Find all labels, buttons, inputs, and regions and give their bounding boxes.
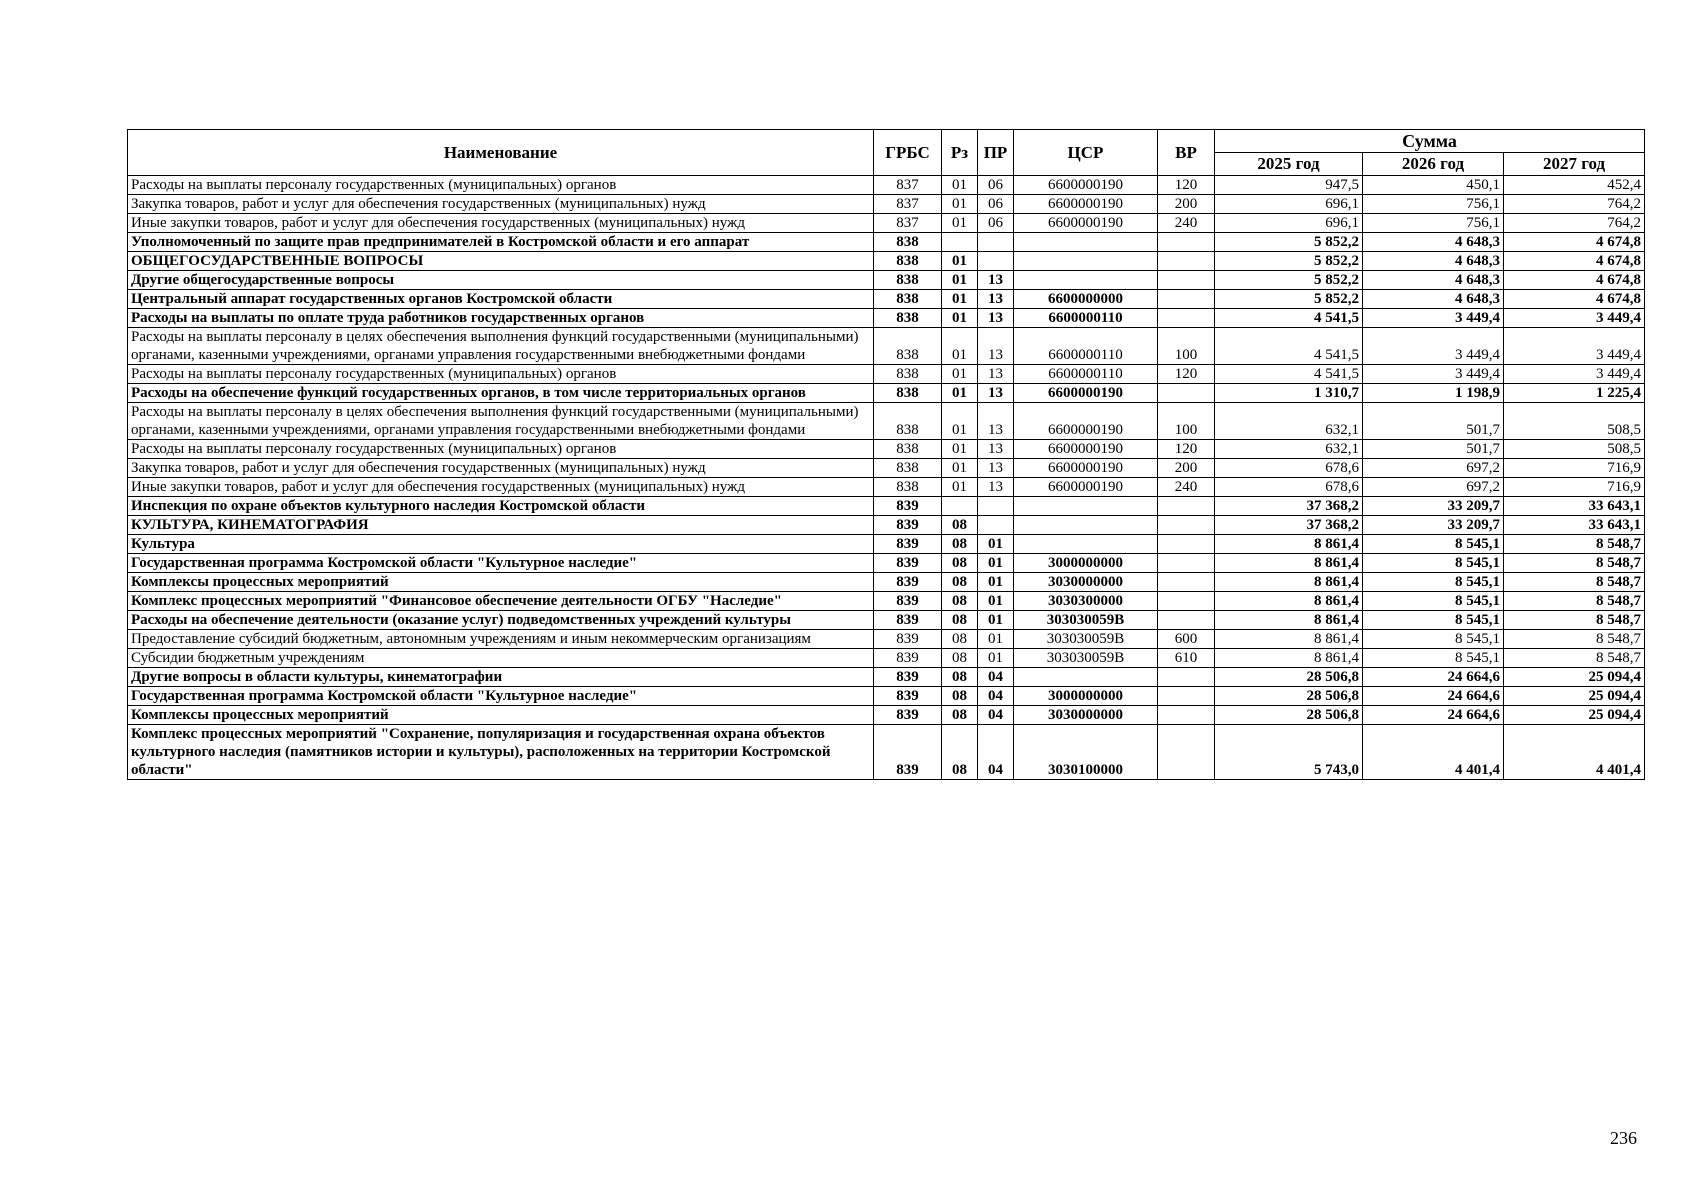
cell-csr <box>1014 535 1158 554</box>
cell-2027: 4 674,8 <box>1504 271 1645 290</box>
cell-rz: 01 <box>942 478 978 497</box>
table-row <box>128 535 1645 554</box>
cell-2026: 33 209,7 <box>1363 497 1504 516</box>
cell-csr: 6600000190 <box>1014 214 1158 233</box>
table-row <box>128 309 1645 328</box>
table-row <box>128 630 1645 649</box>
cell-2025: 4 541,5 <box>1215 309 1363 328</box>
cell-name: Другие вопросы в области культуры, кинематографии <box>128 668 874 687</box>
cell-grbs: 839 <box>874 497 942 516</box>
cell-pr: 01 <box>978 573 1014 592</box>
cell-rz <box>942 497 978 516</box>
cell-2025: 5 852,2 <box>1215 252 1363 271</box>
cell-2025: 4 541,5 <box>1215 365 1363 384</box>
cell-grbs: 838 <box>874 233 942 252</box>
table-row <box>128 214 1645 233</box>
cell-grbs: 839 <box>874 554 942 573</box>
cell-2027: 4 674,8 <box>1504 252 1645 271</box>
cell-grbs: 839 <box>874 668 942 687</box>
cell-rz: 08 <box>942 725 978 780</box>
cell-pr <box>978 233 1014 252</box>
table-row <box>128 554 1645 573</box>
cell-2026: 3 449,4 <box>1363 328 1504 365</box>
cell-pr: 13 <box>978 290 1014 309</box>
cell-2025: 8 861,4 <box>1215 554 1363 573</box>
cell-csr: 6600000110 <box>1014 309 1158 328</box>
cell-2027: 8 548,7 <box>1504 630 1645 649</box>
cell-2027: 452,4 <box>1504 176 1645 195</box>
cell-vr <box>1158 252 1215 271</box>
cell-name: Культура <box>128 535 874 554</box>
cell-2026: 4 648,3 <box>1363 233 1504 252</box>
cell-csr: 303030059В <box>1014 630 1158 649</box>
cell-name: Предоставление субсидий бюджетным, автономным учреждениям и иным некоммерческим организациям <box>128 630 874 649</box>
cell-grbs: 837 <box>874 176 942 195</box>
cell-name: Комплекс процессных мероприятий "Финансовое обеспечение деятельности ОГБУ "Наследие" <box>128 592 874 611</box>
cell-2026: 33 209,7 <box>1363 516 1504 535</box>
cell-grbs: 839 <box>874 516 942 535</box>
cell-2026: 4 648,3 <box>1363 252 1504 271</box>
cell-2027: 3 449,4 <box>1504 365 1645 384</box>
table-header <box>128 130 1645 176</box>
table-row <box>128 516 1645 535</box>
cell-grbs: 839 <box>874 573 942 592</box>
header-2026: 2026 год <box>1363 153 1504 176</box>
cell-name: Комплекс процессных мероприятий "Сохранение, популяризация и государственная охрана объектов культурного наследия (памятников истории и культуры), расположенных на территории Костромской области" <box>128 725 874 780</box>
cell-grbs: 838 <box>874 290 942 309</box>
cell-vr: 200 <box>1158 195 1215 214</box>
cell-grbs: 838 <box>874 403 942 440</box>
cell-2026: 3 449,4 <box>1363 309 1504 328</box>
cell-rz: 08 <box>942 630 978 649</box>
cell-pr: 01 <box>978 611 1014 630</box>
cell-vr: 120 <box>1158 176 1215 195</box>
cell-2027: 1 225,4 <box>1504 384 1645 403</box>
cell-name: Расходы на выплаты по оплате труда работников государственных органов <box>128 309 874 328</box>
cell-rz: 01 <box>942 459 978 478</box>
cell-2026: 8 545,1 <box>1363 611 1504 630</box>
cell-csr: 3000000000 <box>1014 687 1158 706</box>
cell-pr: 01 <box>978 535 1014 554</box>
table-row <box>128 440 1645 459</box>
table-row <box>128 384 1645 403</box>
cell-name: Иные закупки товаров, работ и услуг для обеспечения государственных (муниципальных) нужд <box>128 478 874 497</box>
cell-csr: 3000000000 <box>1014 554 1158 573</box>
cell-2025: 5 743,0 <box>1215 725 1363 780</box>
cell-2026: 501,7 <box>1363 403 1504 440</box>
cell-pr: 01 <box>978 554 1014 573</box>
cell-pr: 06 <box>978 214 1014 233</box>
cell-vr: 610 <box>1158 649 1215 668</box>
cell-name: Государственная программа Костромской области "Культурное наследие" <box>128 554 874 573</box>
cell-2026: 697,2 <box>1363 478 1504 497</box>
cell-2026: 8 545,1 <box>1363 630 1504 649</box>
cell-pr: 01 <box>978 649 1014 668</box>
cell-2027: 3 449,4 <box>1504 328 1645 365</box>
cell-vr <box>1158 271 1215 290</box>
cell-rz: 08 <box>942 535 978 554</box>
header-2025: 2025 год <box>1215 153 1363 176</box>
cell-name: Расходы на выплаты персоналу государственных (муниципальных) органов <box>128 176 874 195</box>
table-row <box>128 459 1645 478</box>
cell-2026: 24 664,6 <box>1363 706 1504 725</box>
cell-vr <box>1158 497 1215 516</box>
cell-2027: 716,9 <box>1504 478 1645 497</box>
cell-2025: 4 541,5 <box>1215 328 1363 365</box>
cell-grbs: 839 <box>874 725 942 780</box>
cell-2025: 947,5 <box>1215 176 1363 195</box>
cell-pr <box>978 516 1014 535</box>
cell-vr <box>1158 516 1215 535</box>
cell-2027: 8 548,7 <box>1504 592 1645 611</box>
cell-vr: 120 <box>1158 365 1215 384</box>
cell-rz: 08 <box>942 611 978 630</box>
table-row <box>128 403 1645 440</box>
cell-csr <box>1014 497 1158 516</box>
cell-pr: 13 <box>978 440 1014 459</box>
cell-csr <box>1014 252 1158 271</box>
header-vr: ВР <box>1158 130 1215 176</box>
cell-csr: 6600000000 <box>1014 290 1158 309</box>
cell-grbs: 838 <box>874 328 942 365</box>
cell-vr <box>1158 668 1215 687</box>
cell-pr: 04 <box>978 725 1014 780</box>
cell-vr: 200 <box>1158 459 1215 478</box>
cell-csr: 3030000000 <box>1014 573 1158 592</box>
cell-name: ОБЩЕГОСУДАРСТВЕННЫЕ ВОПРОСЫ <box>128 252 874 271</box>
cell-2027: 764,2 <box>1504 214 1645 233</box>
cell-csr <box>1014 233 1158 252</box>
cell-grbs: 839 <box>874 592 942 611</box>
cell-vr <box>1158 706 1215 725</box>
header-name: Наименование <box>128 130 874 176</box>
cell-rz <box>942 233 978 252</box>
cell-csr: 303030059В <box>1014 611 1158 630</box>
cell-2027: 508,5 <box>1504 403 1645 440</box>
cell-2026: 8 545,1 <box>1363 554 1504 573</box>
cell-grbs: 839 <box>874 687 942 706</box>
cell-vr <box>1158 554 1215 573</box>
cell-pr: 06 <box>978 195 1014 214</box>
cell-2025: 8 861,4 <box>1215 630 1363 649</box>
cell-rz: 01 <box>942 176 978 195</box>
cell-rz: 01 <box>942 309 978 328</box>
cell-vr <box>1158 725 1215 780</box>
cell-2025: 632,1 <box>1215 403 1363 440</box>
cell-2027: 4 674,8 <box>1504 233 1645 252</box>
cell-2025: 696,1 <box>1215 214 1363 233</box>
cell-name: Комплексы процессных мероприятий <box>128 573 874 592</box>
cell-vr <box>1158 535 1215 554</box>
cell-pr: 13 <box>978 365 1014 384</box>
table-row <box>128 649 1645 668</box>
cell-vr <box>1158 611 1215 630</box>
cell-name: Государственная программа Костромской области "Культурное наследие" <box>128 687 874 706</box>
cell-csr: 3030300000 <box>1014 592 1158 611</box>
cell-2025: 8 861,4 <box>1215 649 1363 668</box>
table-row <box>128 592 1645 611</box>
cell-2027: 33 643,1 <box>1504 497 1645 516</box>
header-rz: Рз <box>942 130 978 176</box>
cell-2025: 8 861,4 <box>1215 611 1363 630</box>
cell-vr <box>1158 233 1215 252</box>
table-row <box>128 176 1645 195</box>
cell-rz: 01 <box>942 290 978 309</box>
cell-csr: 6600000190 <box>1014 478 1158 497</box>
cell-2027: 25 094,4 <box>1504 668 1645 687</box>
cell-rz: 01 <box>942 403 978 440</box>
cell-2025: 37 368,2 <box>1215 497 1363 516</box>
cell-rz: 01 <box>942 271 978 290</box>
header-sum: Сумма <box>1215 130 1645 153</box>
cell-2027: 8 548,7 <box>1504 573 1645 592</box>
cell-rz: 01 <box>942 252 978 271</box>
cell-2026: 697,2 <box>1363 459 1504 478</box>
cell-pr: 04 <box>978 706 1014 725</box>
header-csr: ЦСР <box>1014 130 1158 176</box>
cell-csr: 6600000190 <box>1014 176 1158 195</box>
cell-pr <box>978 252 1014 271</box>
cell-csr: 303030059В <box>1014 649 1158 668</box>
cell-pr: 13 <box>978 328 1014 365</box>
cell-pr: 13 <box>978 478 1014 497</box>
cell-name: Расходы на обеспечение деятельности (оказание услуг) подведомственных учреждений культуры <box>128 611 874 630</box>
cell-vr: 600 <box>1158 630 1215 649</box>
cell-2025: 8 861,4 <box>1215 592 1363 611</box>
cell-pr: 13 <box>978 403 1014 440</box>
cell-vr <box>1158 573 1215 592</box>
page-number: 236 <box>1610 1128 1637 1148</box>
table-row <box>128 233 1645 252</box>
cell-2025: 28 506,8 <box>1215 706 1363 725</box>
cell-2025: 5 852,2 <box>1215 233 1363 252</box>
table-row <box>128 195 1645 214</box>
cell-rz: 08 <box>942 687 978 706</box>
cell-2025: 37 368,2 <box>1215 516 1363 535</box>
cell-pr: 04 <box>978 668 1014 687</box>
cell-vr <box>1158 687 1215 706</box>
cell-2025: 678,6 <box>1215 478 1363 497</box>
cell-vr <box>1158 309 1215 328</box>
cell-2026: 3 449,4 <box>1363 365 1504 384</box>
cell-rz: 01 <box>942 440 978 459</box>
cell-name: Комплексы процессных мероприятий <box>128 706 874 725</box>
cell-name: Иные закупки товаров, работ и услуг для обеспечения государственных (муниципальных) нужд <box>128 214 874 233</box>
cell-csr: 6600000190 <box>1014 403 1158 440</box>
cell-grbs: 839 <box>874 706 942 725</box>
cell-rz: 01 <box>942 214 978 233</box>
cell-2027: 8 548,7 <box>1504 554 1645 573</box>
cell-vr <box>1158 290 1215 309</box>
cell-2025: 632,1 <box>1215 440 1363 459</box>
cell-csr: 6600000190 <box>1014 195 1158 214</box>
cell-name: Субсидии бюджетным учреждениям <box>128 649 874 668</box>
table-row <box>128 478 1645 497</box>
cell-name: КУЛЬТУРА, КИНЕМАТОГРАФИЯ <box>128 516 874 535</box>
cell-2026: 8 545,1 <box>1363 573 1504 592</box>
cell-rz: 08 <box>942 554 978 573</box>
cell-name: Другие общегосударственные вопросы <box>128 271 874 290</box>
cell-name: Закупка товаров, работ и услуг для обеспечения государственных (муниципальных) нужд <box>128 195 874 214</box>
cell-2027: 508,5 <box>1504 440 1645 459</box>
cell-2025: 696,1 <box>1215 195 1363 214</box>
cell-pr: 06 <box>978 176 1014 195</box>
cell-2026: 4 648,3 <box>1363 290 1504 309</box>
table-row <box>128 611 1645 630</box>
cell-grbs: 838 <box>874 252 942 271</box>
cell-name: Уполномоченный по защите прав предпринимателей в Костромской области и его аппарат <box>128 233 874 252</box>
cell-name: Закупка товаров, работ и услуг для обеспечения государственных (муниципальных) нужд <box>128 459 874 478</box>
cell-pr <box>978 497 1014 516</box>
cell-2026: 24 664,6 <box>1363 687 1504 706</box>
cell-name: Центральный аппарат государственных органов Костромской области <box>128 290 874 309</box>
table-row <box>128 687 1645 706</box>
cell-csr: 6600000110 <box>1014 328 1158 365</box>
cell-pr: 13 <box>978 384 1014 403</box>
cell-pr: 04 <box>978 687 1014 706</box>
cell-grbs: 837 <box>874 195 942 214</box>
header-2027: 2027 год <box>1504 153 1645 176</box>
cell-grbs: 838 <box>874 459 942 478</box>
cell-rz: 01 <box>942 365 978 384</box>
table-row <box>128 573 1645 592</box>
cell-2026: 450,1 <box>1363 176 1504 195</box>
cell-name: Расходы на выплаты персоналу государственных (муниципальных) органов <box>128 365 874 384</box>
cell-2025: 8 861,4 <box>1215 573 1363 592</box>
table-row <box>128 668 1645 687</box>
cell-grbs: 839 <box>874 611 942 630</box>
cell-pr: 13 <box>978 309 1014 328</box>
cell-2026: 756,1 <box>1363 195 1504 214</box>
cell-2025: 28 506,8 <box>1215 687 1363 706</box>
cell-rz: 08 <box>942 668 978 687</box>
cell-grbs: 837 <box>874 214 942 233</box>
cell-name: Расходы на выплаты персоналу в целях обеспечения выполнения функций государственными (муниципальными) органами, казенными учреждениями, органами управления государственными внебюджетными фондами <box>128 403 874 440</box>
cell-csr: 3030100000 <box>1014 725 1158 780</box>
cell-2026: 8 545,1 <box>1363 592 1504 611</box>
cell-vr <box>1158 592 1215 611</box>
cell-csr: 3030000000 <box>1014 706 1158 725</box>
cell-2025: 28 506,8 <box>1215 668 1363 687</box>
table-body <box>128 176 1645 780</box>
cell-grbs: 838 <box>874 309 942 328</box>
cell-rz: 08 <box>942 592 978 611</box>
cell-2027: 33 643,1 <box>1504 516 1645 535</box>
cell-grbs: 839 <box>874 630 942 649</box>
cell-name: Расходы на выплаты персоналу в целях обеспечения выполнения функций государственными (муниципальными) органами, казенными учреждениями, органами управления государственными внебюджетными фондами <box>128 328 874 365</box>
cell-2026: 1 198,9 <box>1363 384 1504 403</box>
table-row <box>128 252 1645 271</box>
table-row <box>128 706 1645 725</box>
cell-vr: 120 <box>1158 440 1215 459</box>
cell-csr: 6600000190 <box>1014 440 1158 459</box>
cell-grbs: 838 <box>874 271 942 290</box>
header-pr: ПР <box>978 130 1014 176</box>
cell-csr <box>1014 271 1158 290</box>
cell-2027: 716,9 <box>1504 459 1645 478</box>
cell-2027: 4 401,4 <box>1504 725 1645 780</box>
cell-pr: 01 <box>978 592 1014 611</box>
cell-rz: 01 <box>942 195 978 214</box>
cell-2025: 1 310,7 <box>1215 384 1363 403</box>
table-row <box>128 725 1645 780</box>
cell-grbs: 838 <box>874 478 942 497</box>
cell-2027: 25 094,4 <box>1504 687 1645 706</box>
cell-2026: 8 545,1 <box>1363 649 1504 668</box>
budget-table <box>127 129 1645 780</box>
cell-rz: 08 <box>942 573 978 592</box>
cell-2025: 5 852,2 <box>1215 290 1363 309</box>
cell-2027: 8 548,7 <box>1504 611 1645 630</box>
cell-csr <box>1014 516 1158 535</box>
cell-2026: 24 664,6 <box>1363 668 1504 687</box>
cell-name: Расходы на обеспечение функций государственных органов, в том числе территориальных органов <box>128 384 874 403</box>
cell-grbs: 839 <box>874 649 942 668</box>
cell-grbs: 839 <box>874 535 942 554</box>
cell-2026: 756,1 <box>1363 214 1504 233</box>
cell-rz: 08 <box>942 706 978 725</box>
cell-pr: 13 <box>978 459 1014 478</box>
cell-vr: 100 <box>1158 328 1215 365</box>
table-row <box>128 497 1645 516</box>
cell-csr <box>1014 668 1158 687</box>
cell-rz: 01 <box>942 328 978 365</box>
cell-2025: 8 861,4 <box>1215 535 1363 554</box>
cell-csr: 6600000190 <box>1014 384 1158 403</box>
cell-2026: 4 648,3 <box>1363 271 1504 290</box>
cell-2026: 501,7 <box>1363 440 1504 459</box>
cell-2025: 5 852,2 <box>1215 271 1363 290</box>
cell-csr: 6600000110 <box>1014 365 1158 384</box>
cell-2027: 8 548,7 <box>1504 649 1645 668</box>
cell-vr <box>1158 384 1215 403</box>
cell-grbs: 838 <box>874 440 942 459</box>
table-row <box>128 290 1645 309</box>
cell-vr: 240 <box>1158 214 1215 233</box>
cell-pr: 01 <box>978 630 1014 649</box>
cell-rz: 08 <box>942 516 978 535</box>
cell-pr: 13 <box>978 271 1014 290</box>
cell-2027: 25 094,4 <box>1504 706 1645 725</box>
cell-2026: 4 401,4 <box>1363 725 1504 780</box>
cell-2027: 3 449,4 <box>1504 309 1645 328</box>
cell-name: Инспекция по охране объектов культурного наследия Костромской области <box>128 497 874 516</box>
cell-2027: 8 548,7 <box>1504 535 1645 554</box>
cell-rz: 01 <box>942 384 978 403</box>
cell-vr: 100 <box>1158 403 1215 440</box>
cell-2026: 8 545,1 <box>1363 535 1504 554</box>
cell-rz: 08 <box>942 649 978 668</box>
cell-grbs: 838 <box>874 384 942 403</box>
cell-2025: 678,6 <box>1215 459 1363 478</box>
cell-grbs: 838 <box>874 365 942 384</box>
table-row <box>128 328 1645 365</box>
header-grbs: ГРБС <box>874 130 942 176</box>
cell-csr: 6600000190 <box>1014 459 1158 478</box>
cell-2027: 764,2 <box>1504 195 1645 214</box>
cell-vr: 240 <box>1158 478 1215 497</box>
cell-2027: 4 674,8 <box>1504 290 1645 309</box>
table-row <box>128 271 1645 290</box>
table-row <box>128 365 1645 384</box>
cell-name: Расходы на выплаты персоналу государственных (муниципальных) органов <box>128 440 874 459</box>
